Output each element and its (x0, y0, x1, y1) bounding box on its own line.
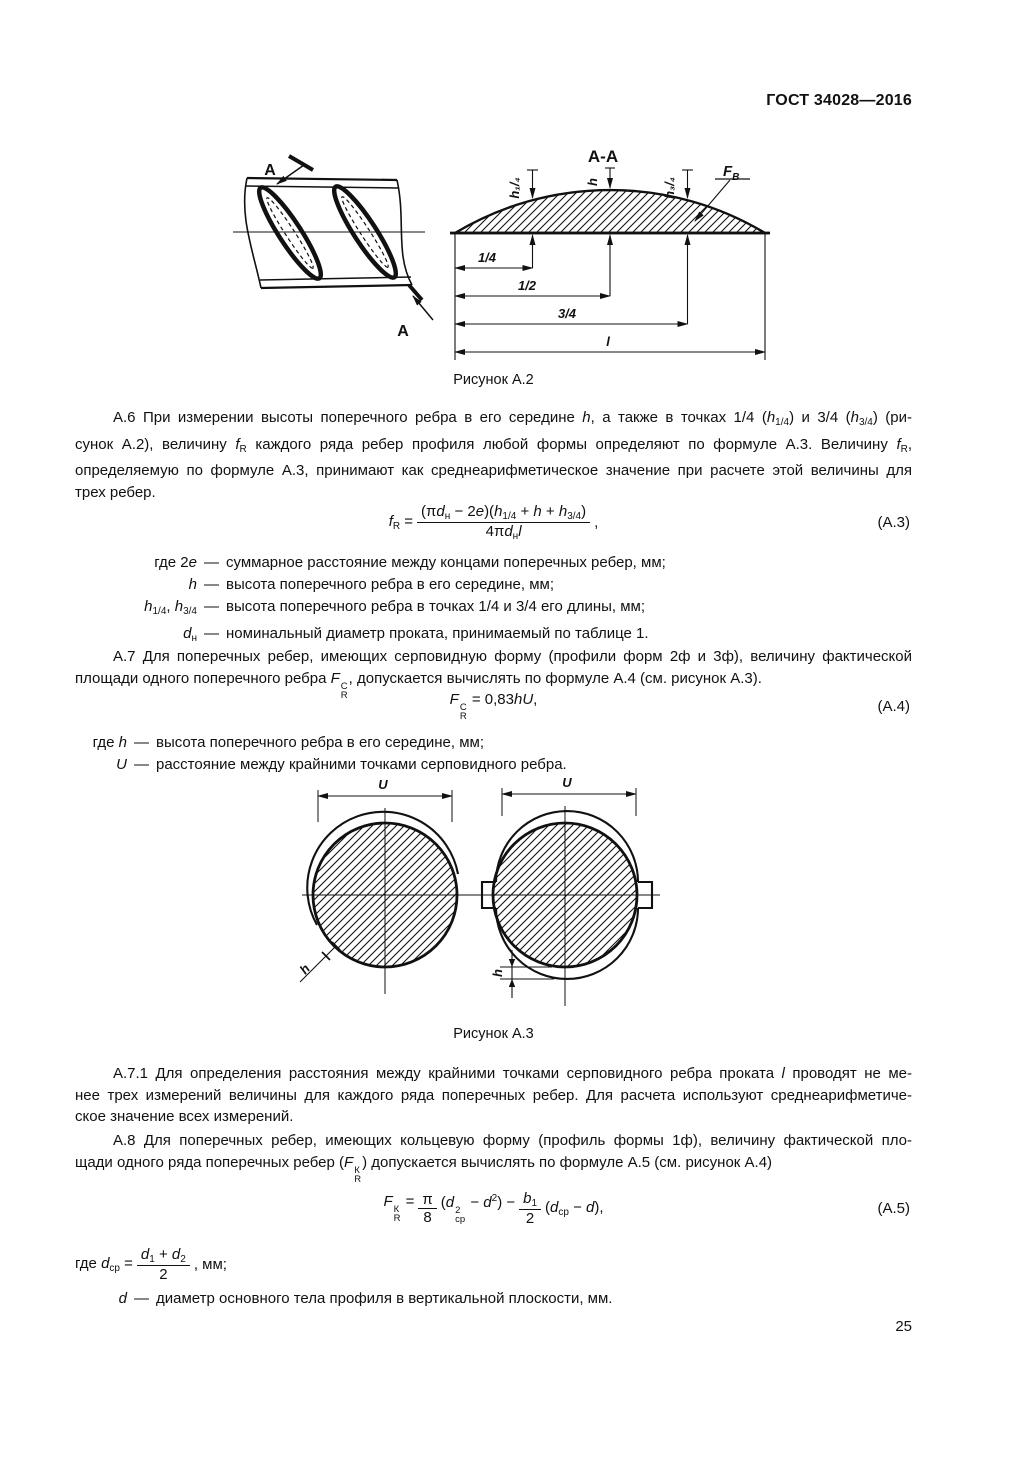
text-line: А.8 Для поперечных ребер, имеющих кольцевую форму (профиль формы 1ф), величину фактической пло- (113, 1132, 912, 1149)
paragraph-a8 (75, 1130, 912, 1184)
definitions-a3 (75, 552, 912, 650)
page-number: 25 (895, 1318, 912, 1335)
formula-body: F С R = 0,83hU, (449, 691, 538, 722)
definition-row: $d_н$ — номинальный диаметр проката, принимаемый по таблице 1. (183, 625, 649, 644)
dim-label-h: h (585, 178, 600, 186)
cut-label-bottom: А (397, 323, 409, 340)
definition-dcp: где $d_{ср}$ = $\frac{d_1 + d_2}{2}$ , мм; (75, 1245, 227, 1283)
dim-label-quarter: 1/4 (477, 250, 497, 265)
formula-a4 (75, 691, 912, 722)
equation-number: (А.3) (877, 513, 910, 531)
text-line: нее трех измерений величины для каждого ряда поперечных ребер. Для расчета используют среднеарифметиче- (75, 1086, 912, 1104)
cut-label-top: А (264, 162, 276, 179)
formula-a5: F К R = $\frac{\pi}{8}$ (d 2 ср − $d^2$) − $\frac{b_1}{2}$ $(d_{ср} - d)$, (А.5) (383, 1189, 910, 1227)
section-a-a (450, 168, 770, 360)
definitions-a4 (75, 732, 912, 776)
text-line: ское значение всех измерений. (75, 1108, 294, 1126)
rebar-side-view (233, 156, 433, 320)
definition-row: где 2e — суммарное расстояние между концами поперечных ребер, мм; (154, 554, 666, 571)
definition-row: U — расстояние между крайними точками серповидного ребра. (116, 756, 567, 773)
text-line: трех ребер. (75, 483, 156, 501)
figure-a3 (250, 772, 810, 1022)
dim-label-half: 1/2 (517, 278, 537, 293)
text-line: площади одного поперечного ребра F С R , допускается вычислять по формуле А.4 (см. рисунок А.3). (75, 669, 762, 701)
equation-number: (А.5) (877, 1199, 910, 1217)
definition-d (75, 1288, 912, 1310)
paragraph-a71 (75, 1063, 912, 1128)
definition-row: h — высота поперечного ребра в его середине, мм; (188, 576, 555, 593)
dim-label-u: U (378, 777, 388, 792)
crescent-rib (251, 182, 328, 285)
text-line: А.6 При измерении высоты поперечного ребра в его середине h, а также в точках 1/4 $(h_{1/4})$ и 3/4 $(h_{3/4})$ (ри- (113, 409, 913, 428)
figure-a2 (225, 128, 790, 376)
text-line: сунок А.2), величину $f_R$ каждого ряда ребер профиля любой формы определяют по формуле А.3. Величину $f_R$, (75, 435, 913, 455)
dim-label-h34: h₃/₄ (662, 177, 677, 199)
text-line: определяемую по формуле А.3, принимают как среднеарифметическое значение при расчете этой величины для (75, 462, 912, 480)
dim-label-h: h (490, 969, 505, 977)
paragraph-a6 (75, 407, 912, 503)
fraction: $\frac{(\pi d_н - 2e)(h_{1/4} + h + h_{3/4})}{4\pi d_нl}$ (417, 503, 590, 542)
dim-label-h: h (296, 961, 313, 977)
dim-label-u: U (562, 775, 572, 790)
rib-cross-section (455, 190, 765, 233)
dim-label-length: l (606, 334, 610, 349)
equation-number: (А.4) (877, 697, 910, 715)
definition-row: d — диаметр основного тела профиля в вертикальной плоскости, мм. (118, 1290, 613, 1307)
figure-a3-caption: Рисунок А.3 (453, 1026, 534, 1042)
section-title: А-А (587, 147, 619, 166)
fraction: $\frac{\pi}{8}$ (418, 1191, 436, 1226)
profile-crescent (300, 790, 475, 994)
text-line: щади одного ряда поперечных ребер (F К R ) допускается вычислять по формуле А.5 (см. рисунок А.4) (75, 1153, 773, 1185)
dim-label-h14: h₁/₄ (507, 177, 522, 199)
figure-a2-caption: Рисунок А.2 (453, 372, 534, 388)
document-header: ГОСТ 34028—2016 (766, 92, 912, 109)
definition-row: $h_{1/4}$, $h_{3/4}$ — высота поперечного ребра в точках 1/4 и 3/4 его длины, мм; (144, 598, 646, 617)
section-cut-mark-bottom (409, 285, 422, 300)
dim-label-threequarter: 3/4 (557, 306, 577, 321)
text-line: А.7 Для поперечных ребер, имеющих серповидную форму (профили форм 2ф и 3ф), величину фактической (113, 648, 912, 665)
formula-a3: $f_R$ = $\frac{(\pi d_н - 2e)(h_{1/4} + h + h_{3/4})}{4\pi d_нl}$ , (А.3) (388, 502, 910, 542)
fraction: $\frac{b_1}{2}$ (519, 1190, 541, 1227)
definition-row: где h — высота поперечного ребра в его середине, мм; (92, 734, 485, 751)
formula-lhs: $f_R$ = (388, 512, 414, 532)
text-line: А.7.1 Для определения расстояния между крайними точками серповидного ребра проката l проводят не ме- (113, 1065, 912, 1082)
rib-area-label: $F_В$ (723, 163, 740, 183)
fraction: $\frac{d_1 + d_2}{2}$ (137, 1246, 190, 1283)
